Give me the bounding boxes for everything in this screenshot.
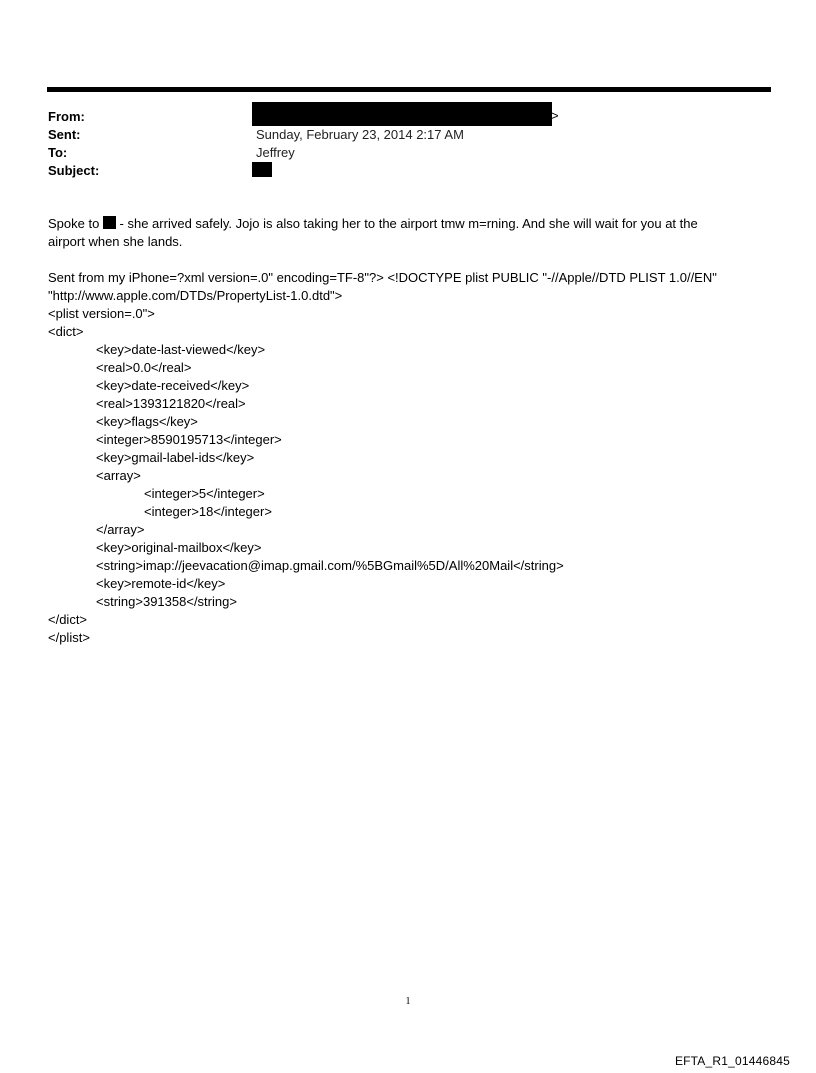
to-value: Jeffrey <box>256 145 295 160</box>
plist-line: </plist> <box>48 630 90 645</box>
subject-label: Subject: <box>48 163 100 178</box>
to-label: To: <box>48 145 68 160</box>
redacted-name <box>103 216 116 229</box>
plist-line: <key>date-received</key> <box>96 378 250 393</box>
plist-line: <key>remote-id</key> <box>96 576 226 591</box>
plist-line: </dict> <box>48 612 88 627</box>
message-line-1-end: - she arrived safely. Jojo is also taking her to the airport tmw m=rning. And she will wait for you at the <box>115 216 698 231</box>
plist-line: </array> <box>96 522 145 537</box>
plist-line: <key>date-last-viewed</key> <box>96 342 266 357</box>
message-line-1 <box>48 215 748 233</box>
message-line-1-start: Spoke to <box>48 216 103 231</box>
plist-line: <dict> <box>48 324 84 339</box>
plist-line: <plist version=.0"> <box>48 306 155 321</box>
from-label: From: <box>48 109 85 124</box>
plist-line: <real>0.0</real> <box>96 360 192 375</box>
bates-number: EFTA_R1_01446845 <box>674 1054 790 1068</box>
plist-line: <real>1393121820</real> <box>96 396 246 411</box>
plist-line: <integer>8590195713</integer> <box>96 432 282 447</box>
message-line-2: airport when she lands. <box>48 234 183 249</box>
sent-from-line-2: "http://www.apple.com/DTDs/PropertyList-1.0.dtd"> <box>48 288 343 303</box>
plist-line: <key>original-mailbox</key> <box>96 540 262 555</box>
redacted-sender <box>252 102 552 126</box>
header-divider-rule <box>47 87 771 92</box>
plist-line: <key>gmail-label-ids</key> <box>96 450 255 465</box>
plist-line: <integer>18</integer> <box>144 504 272 519</box>
from-tail: > <box>551 108 559 123</box>
plist-line: <key>flags</key> <box>96 414 198 429</box>
redacted-subject <box>252 162 272 177</box>
plist-line: <string>391358</string> <box>96 594 237 609</box>
sent-value: Sunday, February 23, 2014 2:17 AM <box>256 127 464 142</box>
page-number: 1 <box>405 996 411 1007</box>
plist-line: <array> <box>96 468 141 483</box>
sent-label: Sent: <box>48 127 81 142</box>
plist-line: <string>imap://jeevacation@imap.gmail.com/%5BGmail%5D/All%20Mail</string> <box>96 558 564 573</box>
sent-from-line-1: Sent from my iPhone=?xml version=.0" encoding=TF-8"?> <!DOCTYPE plist PUBLIC "-//Apple//DTD PLIST 1.0//EN" <box>48 270 717 285</box>
plist-line: <integer>5</integer> <box>144 486 265 501</box>
